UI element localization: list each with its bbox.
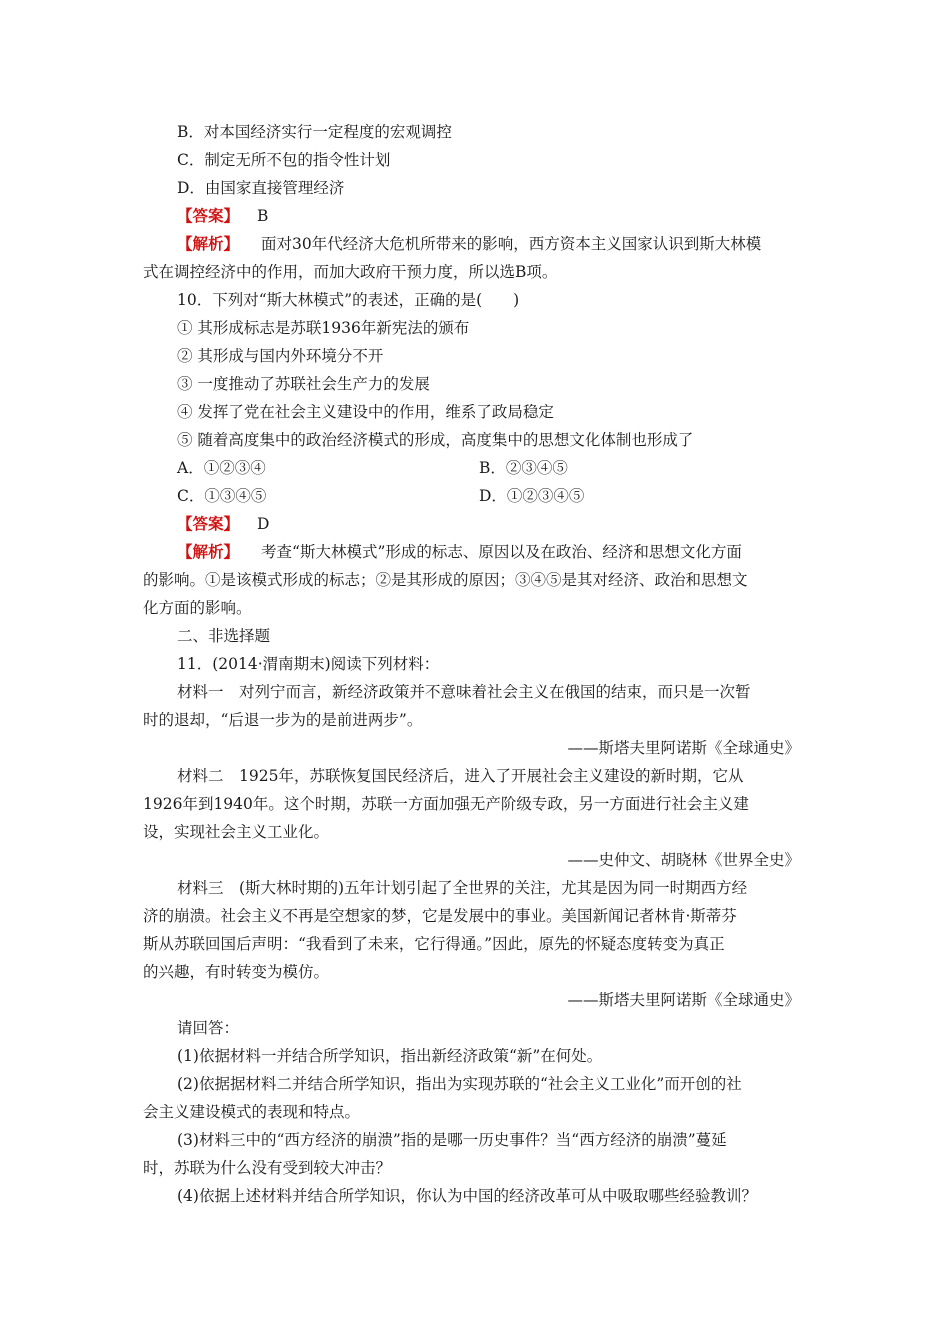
q11-material-3-source: ——斯塔夫里阿诺斯《全球通史》 (567, 991, 800, 1009)
q9-answer (177, 206, 268, 226)
q10-analysis-line3: 化方面的影响。 (143, 599, 252, 617)
q9-option-b: B．对本国经济实行一定程度的宏观调控 (177, 123, 452, 141)
q9-analysis (177, 234, 761, 254)
q11-material-2-source: ——史仲文、胡晓林《世界全史》 (567, 851, 800, 869)
q11-sub-1: (1)依据材料一并结合所学知识，指出新经济政策“新”在何处。 (177, 1047, 603, 1065)
q10-answer (177, 514, 269, 534)
q11-material-1-line1: 材料一 对列宁而言，新经济政策并不意味着社会主义在俄国的结束，而只是一次暂 (177, 683, 751, 701)
analysis-tag: 【解析】 (177, 542, 240, 561)
q10-item-2: ② 其形成与国内外环境分不开 (177, 347, 384, 365)
analysis-tag: 【解析】 (177, 234, 240, 253)
q11-material-3-line3: 斯从苏联回国后声明：“我看到了未来，它行得通。”因此，原先的怀疑态度转变为真正 (143, 935, 725, 953)
q10-item-5: ⑤ 随着高度集中的政治经济模式的形成，高度集中的思想文化体制也形成了 (177, 431, 694, 449)
q9-option-c: C．制定无所不包的指令性计划 (177, 151, 391, 169)
q10-option-b: B．②③④⑤ (479, 459, 568, 477)
answer-value: B (257, 207, 269, 225)
q11-prompt: 请回答： (177, 1019, 240, 1037)
q11-sub-2-line2: 会主义建设模式的表现和特点。 (143, 1103, 361, 1121)
q11-material-2-line1: 材料二 1925年，苏联恢复国民经济后，进入了开展社会主义建设的新时期，它从 (177, 767, 744, 785)
q11-material-1-line2: 时的退却，“后退一步为的是前进两步”。 (143, 711, 423, 729)
q11-sub-3-line1: (3)材料三中的“西方经济的崩溃”指的是哪一历史事件？当“西方经济的崩溃”蔓延 (177, 1131, 727, 1149)
q9-analysis-line2: 式在调控经济中的作用，而加大政府干预力度，所以选B项。 (143, 263, 558, 281)
q11-sub-2-line1: (2)依据据材料二并结合所学知识，指出为实现苏联的“社会主义工业化”而开创的社 (177, 1075, 742, 1093)
analysis-text: 面对30年代经济大危机所带来的影响，西方资本主义国家认识到斯大林模 (261, 235, 762, 253)
q11-stem: 11．(2014·渭南期末)阅读下列材料： (177, 655, 440, 673)
q10-item-4: ④ 发挥了党在社会主义建设中的作用，维系了政局稳定 (177, 403, 554, 421)
answer-tag: 【答案】 (177, 514, 240, 533)
q11-sub-4: (4)依据上述材料并结合所学知识，你认为中国的经济改革可从中吸取哪些经验教训？ (177, 1187, 757, 1205)
q10-option-d: D．①②③④⑤ (479, 487, 585, 505)
q11-material-3-line2: 济的崩溃。社会主义不再是空想家的梦，它是发展中的事业。美国新闻记者林肯·斯蒂芬 (143, 907, 737, 925)
q10-option-a: A．①②③④ (177, 459, 266, 477)
answer-tag: 【答案】 (177, 206, 240, 225)
q10-analysis (177, 542, 742, 562)
q10-item-3: ③ 一度推动了苏联社会生产力的发展 (177, 375, 430, 393)
q9-option-d: D．由国家直接管理经济 (177, 179, 345, 197)
section-heading: 二、非选择题 (177, 627, 271, 645)
q11-sub-3-line2: 时，苏联为什么没有受到较大冲击？ (143, 1159, 392, 1177)
q11-material-3-line4: 的兴趣，有时转变为模仿。 (143, 963, 330, 981)
q11-material-3-line1: 材料三 (斯大林时期的)五年计划引起了全世界的关注，尤其是因为同一时期西方经 (177, 879, 748, 897)
q10-stem: 10．下列对“斯大林模式”的表述，正确的是( ) (177, 291, 520, 309)
q10-analysis-line2: 的影响。①是该模式形成的标志；②是其形成的原因；③④⑤是其对经济、政治和思想文 (143, 571, 748, 589)
analysis-text: 考查“斯大林模式”形成的标志、原因以及在政治、经济和思想文化方面 (261, 543, 742, 561)
answer-value: D (257, 515, 270, 533)
q10-item-1: ① 其形成标志是苏联1936年新宪法的颁布 (177, 319, 470, 337)
q11-material-2-line3: 设，实现社会主义工业化。 (143, 823, 330, 841)
q11-material-1-source: ——斯塔夫里阿诺斯《全球通史》 (567, 739, 800, 757)
q10-option-c: C．①③④⑤ (177, 487, 267, 505)
q11-material-2-line2: 1926年到1940年。这个时期，苏联一方面加强无产阶级专政，另一方面进行社会主义建 (143, 795, 749, 813)
